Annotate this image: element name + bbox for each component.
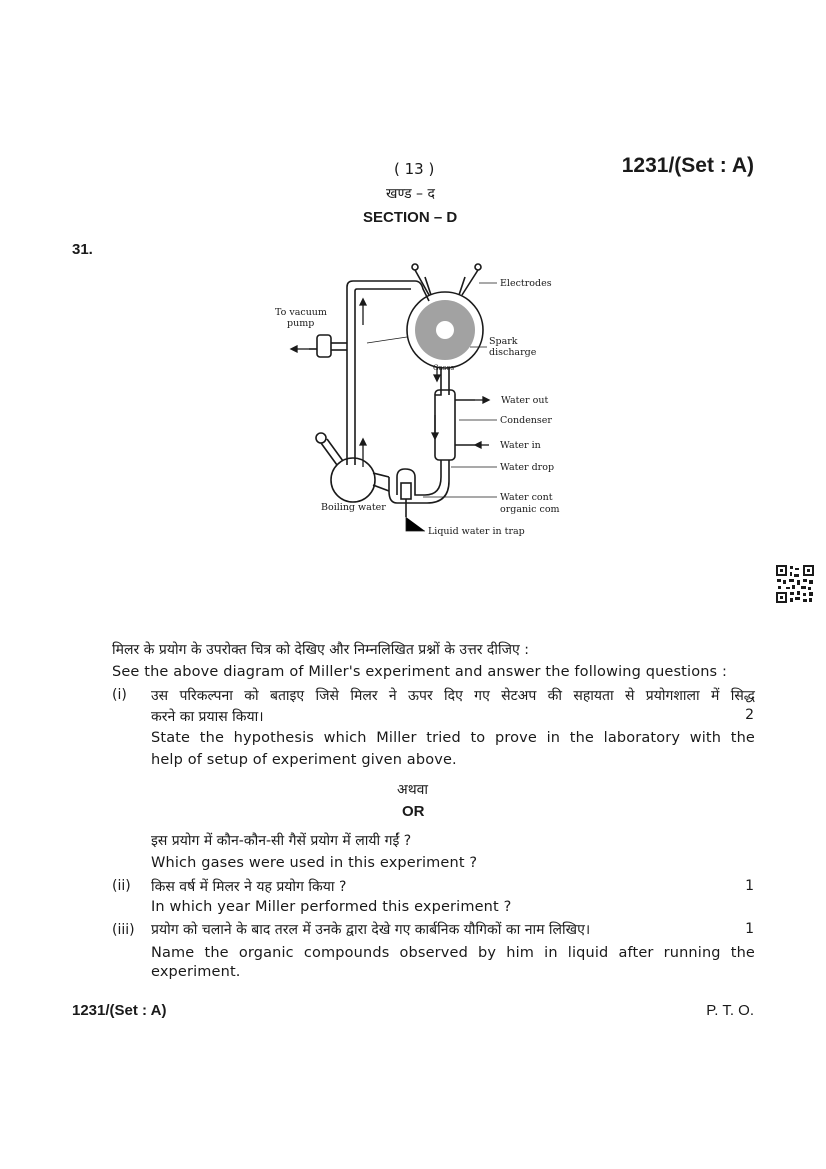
miller-experiment-diagram — [265, 255, 565, 545]
label-liquid-trap: Liquid water in trap — [428, 526, 525, 537]
label-boiling-water: Boiling water — [321, 502, 386, 513]
label-water-drop: Water drop — [500, 462, 555, 473]
part-i-marks: 2 — [745, 707, 754, 723]
label-vacuum-2: pump — [287, 318, 315, 329]
label-water-out: Water out — [501, 395, 549, 406]
part-i-english-1: State the hypothesis which Miller tried to prove in the laboratory with the — [151, 730, 755, 746]
part-i-hindi-2: करने का प्रयास किया। — [151, 709, 264, 725]
alt-question-hindi: इस प्रयोग में कौन-कौन-सी गैसें प्रयोग में लायी गईं ? — [151, 833, 412, 849]
paper-code-footer: 1231/(Set : A) — [72, 1002, 167, 1019]
part-i-hindi-1: उस परिकल्पना को बताइए जिसे मिलर ने ऊपर दिए गए सेटअप की सहायता से प्रयोगशाला में सिद्ध — [151, 688, 755, 704]
paper-code-header: 1231/(Set : A) — [621, 154, 754, 177]
label-electrodes: Electrodes — [500, 278, 552, 289]
section-title-hindi: खण्ड – द — [386, 186, 435, 202]
pto-label: P. T. O. — [706, 1002, 754, 1019]
alt-question-english: Which gases were used in this experiment ? — [151, 855, 478, 871]
label-water-cont-2: organic com — [500, 504, 560, 515]
label-water-cont-1: Water cont — [500, 492, 553, 503]
part-iii-hindi: प्रयोग को चलाने के बाद तरल में उनके द्वारा देखे गए कार्बनिक यौगिकों का नाम लिखिए। — [151, 922, 591, 938]
section-title-english: SECTION – D — [363, 209, 458, 226]
intro-hindi: मिलर के प्रयोग के उपरोक्त चित्र को देखिए और निम्नलिखित प्रश्नों के उत्तर दीजिए : — [112, 642, 529, 658]
page-number: ( 13 ) — [394, 160, 435, 178]
intro-english: See the above diagram of Miller's experiment and answer the following questions : — [112, 664, 728, 680]
label-gases: Gases — [433, 364, 455, 372]
label-water-in: Water in — [500, 440, 541, 451]
part-iii-marks: 1 — [745, 921, 754, 937]
part-ii-marks: 1 — [745, 878, 754, 894]
qr-code-icon — [776, 565, 814, 603]
part-iii-english-2: experiment. — [151, 964, 241, 980]
part-iii-english-1: Name the organic compounds observed by him in liquid after running the — [151, 945, 755, 961]
label-spark-1: Spark — [489, 336, 518, 347]
label-spark-2: discharge — [489, 347, 537, 358]
part-ii-english: In which year Miller performed this experiment ? — [151, 899, 512, 915]
part-ii-hindi: किस वर्ष में मिलर ने यह प्रयोग किया ? — [151, 879, 347, 895]
part-iii-label: (iii) — [112, 922, 135, 938]
label-vacuum-1: To vacuum — [275, 307, 327, 318]
label-condenser: Condenser — [500, 415, 552, 426]
or-hindi: अथवा — [397, 782, 429, 798]
part-i-english-2: help of setup of experiment given above. — [151, 752, 457, 768]
question-number: 31. — [72, 241, 93, 258]
part-ii-label: (ii) — [112, 878, 131, 894]
or-english: OR — [402, 803, 425, 820]
part-i-label: (i) — [112, 687, 127, 703]
